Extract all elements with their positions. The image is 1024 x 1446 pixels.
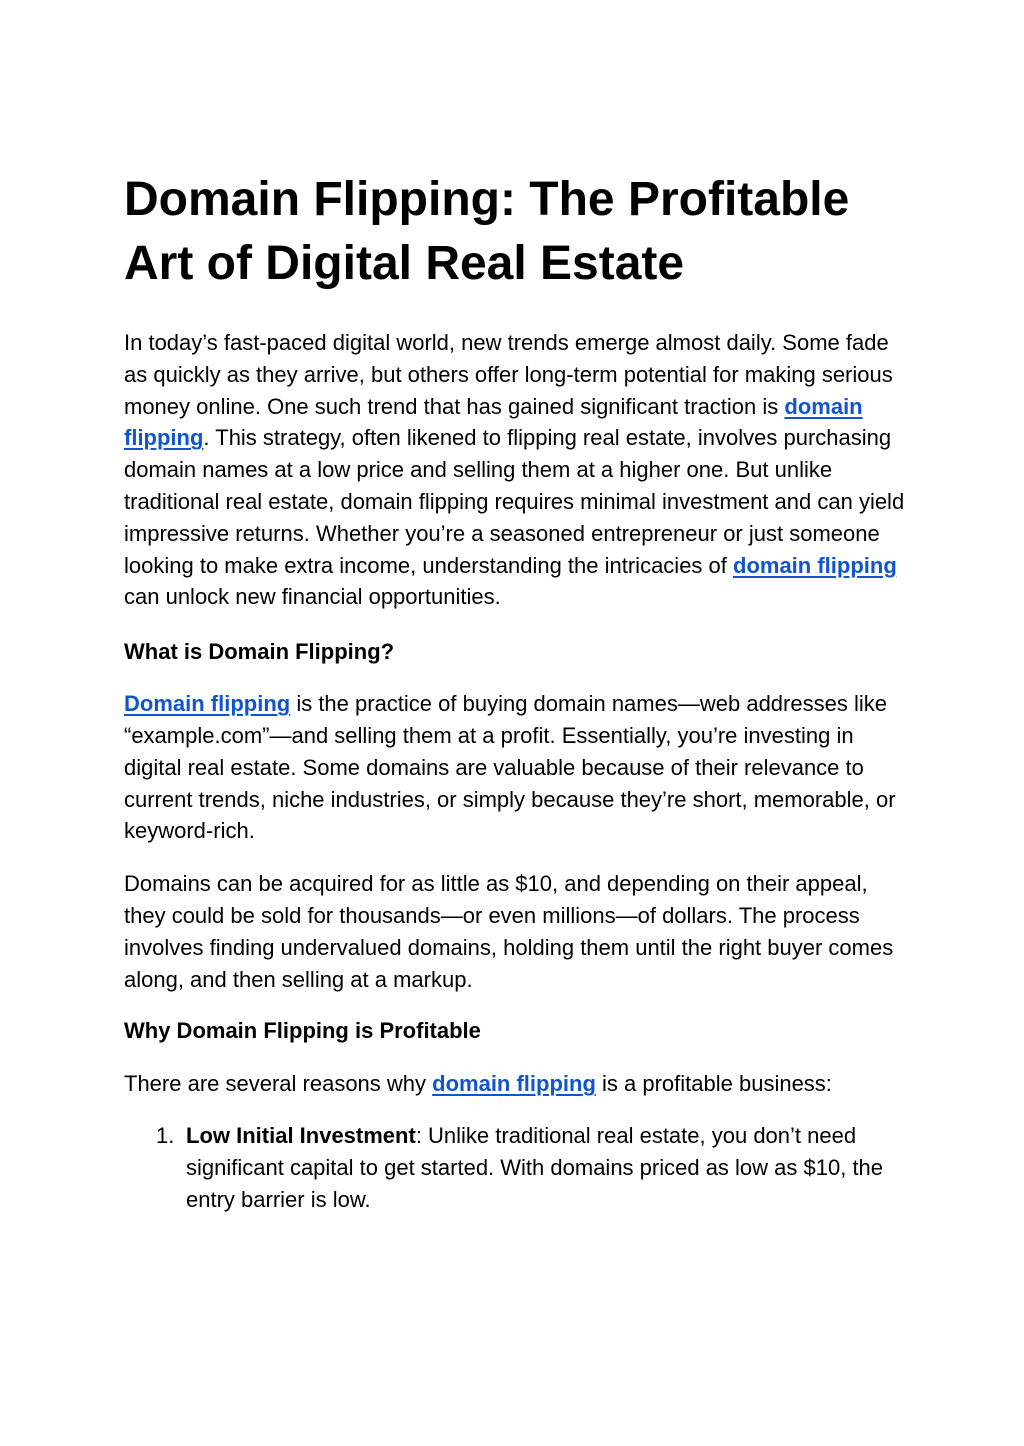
intro-text-2: . This strategy, often likened to flipping real estate, involves purchasing domain names at a low price and selling them at a higher one. But unlike traditional real estate, domain flipping requires minimal investment and can yield impressive returns. Whether you’re a seasoned entrepreneur or just someone looking to make extra income, understanding the intricacies of xyxy=(124,425,905,578)
why-intro-text-2: is a profitable business: xyxy=(595,1071,832,1097)
list-item-title: Low Initial Investment xyxy=(186,1123,416,1149)
what-paragraph-1-text: is the practice of buying domain names—web addresses like “example.com”—and selling them at a profit. Essentially, you’re investing in digital real estate. Some domains are valuable because of their relevance to current trends, niche industries, or simply because they’re short, memorable, or keyword-rich. xyxy=(124,691,896,844)
list-item-number: 1. xyxy=(156,1123,175,1149)
section-heading-what: What is Domain Flipping? xyxy=(124,639,395,665)
what-paragraph-2: Domains can be acquired for as little as $10, and depending on their appeal, they could be sold for thousands—or even millions—of dollars. The process involves finding undervalued domains, holding them until the right buyer comes along, and then selling at a markup. xyxy=(124,871,894,992)
intro-text-3: can unlock new financial opportunities. xyxy=(124,584,501,610)
intro-text-1: In today’s fast-paced digital world, new trends emerge almost daily. Some fade as quickly as they arrive, but others offer long-term potential for making serious money online. One such trend that has gained significant traction is xyxy=(124,330,893,419)
what-paragraph-1 xyxy=(124,688,914,847)
domain-flipping-link[interactable]: Domain flipping xyxy=(124,691,291,717)
reasons-list xyxy=(124,1120,914,1215)
why-intro-text-1: There are several reasons why xyxy=(124,1071,433,1097)
list-item-text: : Unlike traditional real estate, you don’t need significant capital to get started. With domains priced as low as $10, the entry barrier is low. xyxy=(186,1123,884,1212)
domain-flipping-link[interactable]: domain flipping xyxy=(432,1071,596,1097)
domain-flipping-link[interactable]: domain flipping xyxy=(733,552,897,578)
domain-flipping-link[interactable]: domain flipping xyxy=(124,393,863,451)
section-heading-why: Why Domain Flipping is Profitable xyxy=(124,1018,481,1044)
page-title: Domain Flipping: The Profitable Art of Digital Real Estate xyxy=(124,173,850,290)
why-intro-paragraph xyxy=(124,1068,914,1100)
document-page xyxy=(124,168,914,1216)
intro-paragraph xyxy=(124,327,914,613)
list-item xyxy=(124,1120,914,1215)
